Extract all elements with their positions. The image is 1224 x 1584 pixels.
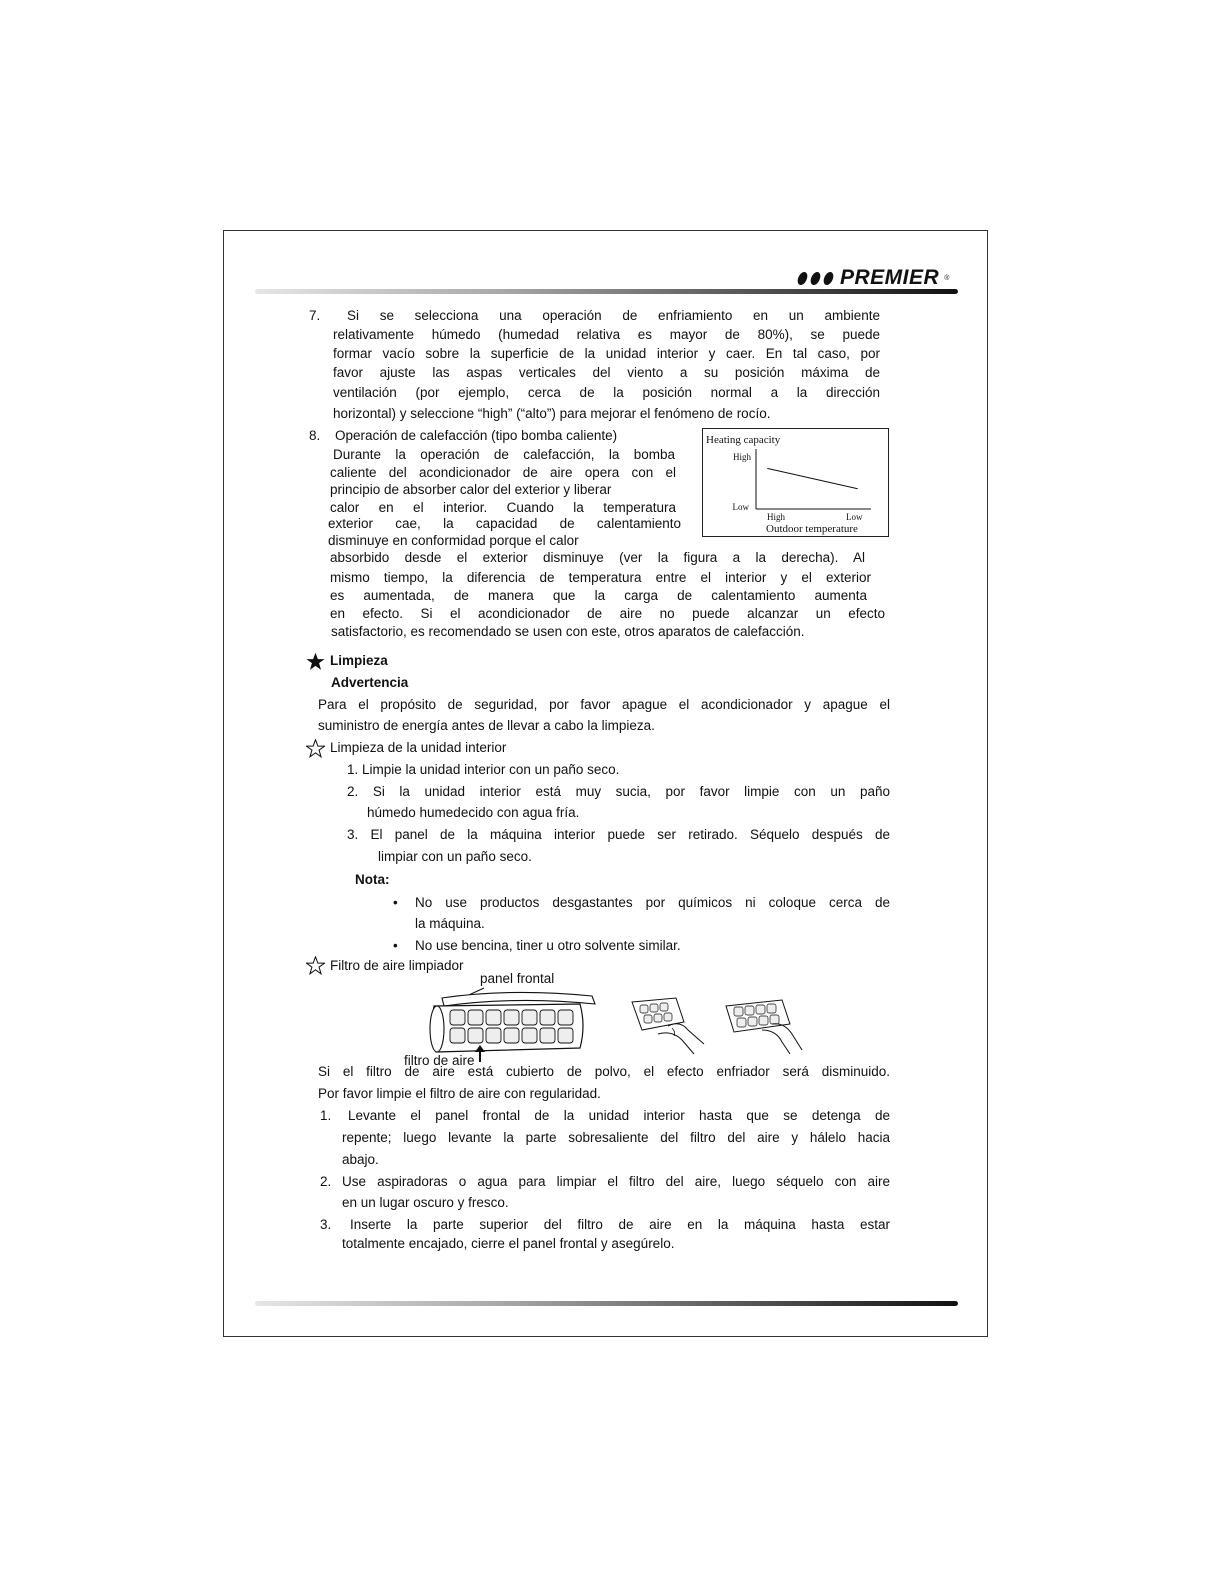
filter-step-line: Levante el panel frontal de la unidad interior hasta que se detenga de [348, 1108, 890, 1123]
chart-y-tick: High [733, 452, 751, 462]
item-7-line: formar vacío sobre la superficie de la unidad interior y caer. En tal caso, por [333, 346, 880, 361]
filter-intro-line: Si el filtro de aire está cubierto de polvo, el efecto enfriador será disminuido. [318, 1064, 890, 1079]
chart-y-tick: Low [732, 502, 749, 512]
outline-star-icon [306, 956, 325, 975]
filter-step-number: 1. [320, 1108, 332, 1123]
item-7-line: horizontal) y seleccione “high” (“alto”) para mejorar el fenómeno de rocío. [333, 406, 771, 421]
filter-step-number: 2. [320, 1174, 332, 1189]
brand-name: PREMIER [840, 266, 940, 289]
chart-x-tick: Low [846, 512, 863, 522]
item-8-title: Operación de calefacción (tipo bomba caliente) [335, 428, 618, 443]
brand-logo [798, 265, 949, 291]
indoor-step: 1. Limpie la unidad interior con un paño seco. [347, 762, 620, 777]
header-rule [255, 289, 958, 294]
item-8-line: es aumentada, de manera que la carga de calentamiento aumenta [330, 588, 867, 603]
item-8-line: principio de absorber calor del exterior y liberar [330, 482, 612, 497]
heating-capacity-chart [702, 428, 889, 537]
item-8-line: absorbido desde el exterior disminuye (ver la figura a la derecha). Al [330, 550, 865, 565]
note-line: No use bencina, tiner u otro solvente similar. [415, 938, 681, 953]
item-8-line: exterior cae, la capacidad de calentamiento [328, 516, 681, 531]
logo-dot-icon [822, 272, 834, 285]
note-bullet: • [393, 938, 398, 953]
note-line: la máquina. [415, 916, 485, 931]
chart-title: Heating capacity [706, 434, 781, 446]
note-line: No use productos desgastantes por químicos ni coloque cerca de [415, 895, 890, 910]
item-8-line: satisfactorio, es recomendado se usen con este, otros aparatos de calefacción. [331, 624, 805, 639]
note-title: Nota: [355, 872, 390, 887]
item-8-line: Durante la operación de calefacción, la bomba [333, 447, 675, 462]
brand-reg: ® [944, 274, 950, 282]
item-7-line: relativamente húmedo (humedad relativa es mayor de 80%), se puede [333, 327, 880, 342]
item-8-line: disminuye en conformidad porque el calor [328, 533, 579, 548]
filter-step-line: repente; luego levante la parte sobresaliente del filtro del aire y hálelo hacia [342, 1130, 890, 1145]
filter-intro-line: Por favor limpie el filtro de aire con regularidad. [318, 1086, 601, 1101]
item-7-line: Si se selecciona una operación de enfriamiento en un ambiente [347, 308, 880, 323]
item-8-line: mismo tiempo, la diferencia de temperatura entre el interior y el exterior [330, 570, 871, 585]
filter-step-line: totalmente encajado, cierre el panel frontal y asegúrelo. [342, 1236, 675, 1251]
filter-step-line: en un lugar oscuro y fresco. [342, 1195, 509, 1210]
filter-removal-illustration [628, 996, 706, 1056]
indoor-step: 3. El panel de la máquina interior puede ser retirado. Séquelo después de [347, 827, 890, 842]
item-7-line: ventilación (por ejemplo, cerca de la posición normal a la dirección [333, 385, 880, 400]
cleaning-title: Limpieza [330, 653, 388, 668]
filled-star-icon [306, 652, 325, 671]
filter-insert-illustration [722, 996, 804, 1056]
warning-title: Advertencia [331, 675, 409, 690]
warning-line: suministro de energía antes de llevar a cabo la limpieza. [318, 718, 655, 733]
logo-dot-icon [809, 272, 821, 285]
indoor-step: limpiar con un paño seco. [378, 849, 532, 864]
panel-label: panel frontal [480, 971, 555, 986]
chart-x-tick: High [767, 512, 785, 522]
item-7-line: favor ajuste las aspas verticales del viento a su posición máxima de [333, 365, 880, 380]
indoor-step: húmedo humedecido con agua fría. [367, 805, 580, 820]
item-8-number: 8. [309, 428, 321, 443]
chart-series-line [767, 468, 857, 488]
item-7-number: 7. [309, 308, 321, 323]
item-8-line: en efecto. Si el acondicionador de aire no puede alcanzar un efecto [330, 606, 885, 621]
chart-canvas [703, 429, 890, 538]
filter-label: filtro de aire [404, 1053, 475, 1068]
filter-step-line: Inserte la parte superior del filtro de aire en la máquina hasta estar [350, 1217, 890, 1232]
warning-line: Para el propósito de seguridad, por favor apague el acondicionador y apague el [318, 697, 890, 712]
outline-star-icon [306, 739, 325, 758]
indoor-title: Limpieza de la unidad interior [330, 740, 507, 755]
filter-step-number: 3. [320, 1217, 332, 1232]
chart-x-label: Outdoor temperature [766, 523, 858, 535]
filter-step-line: abajo. [342, 1152, 379, 1167]
note-bullet: • [393, 895, 398, 910]
footer-rule [255, 1301, 958, 1306]
filter-step-line: Use aspiradoras o agua para limpiar el filtro del aire, luego séquelo con aire [342, 1174, 890, 1189]
item-8-line: caliente del acondicionador de aire opera con el [330, 465, 676, 480]
logo-dot-icon [796, 272, 808, 285]
indoor-step: 2. Si la unidad interior está muy sucia, por favor limpie con un paño [347, 784, 890, 799]
filter-title: Filtro de aire limpiador [330, 958, 464, 973]
item-8-line: calor en el interior. Cuando la temperatura [330, 500, 676, 515]
